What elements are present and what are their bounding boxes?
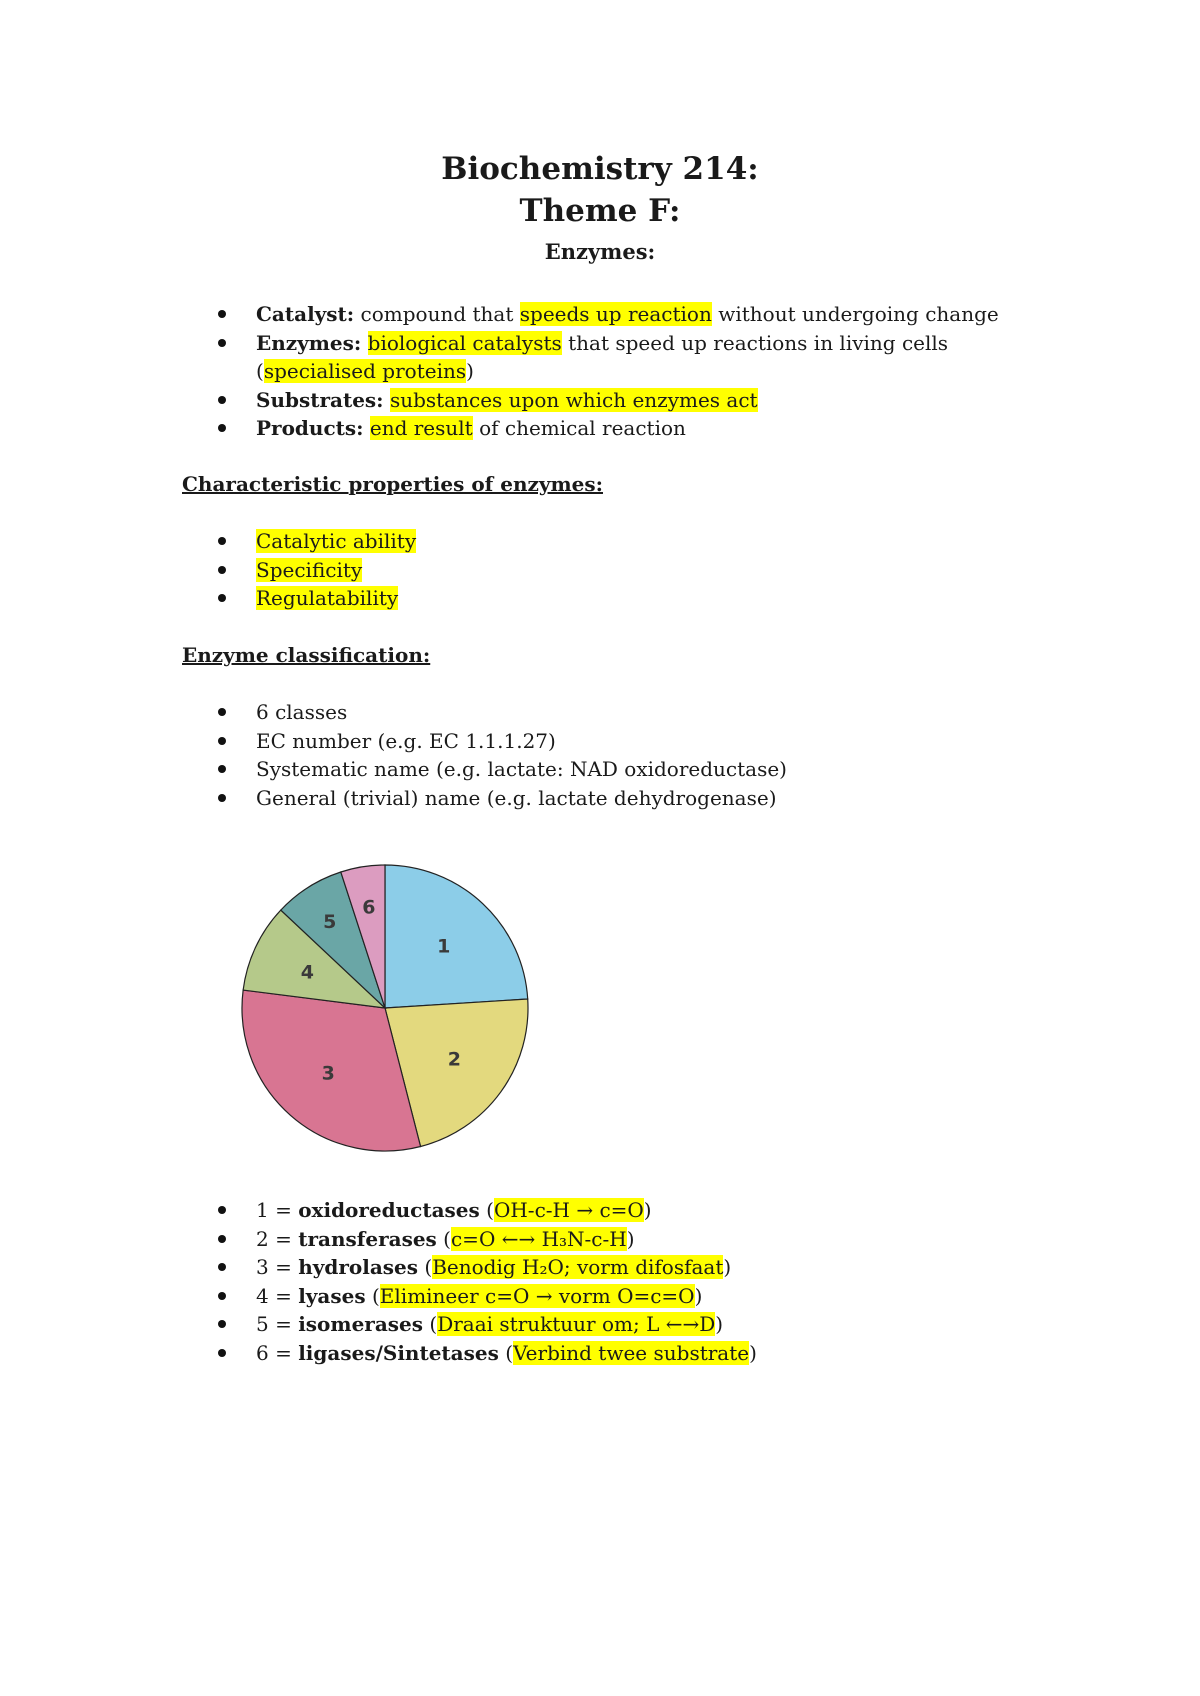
classification-heading: Enzyme classification: — [182, 643, 431, 667]
pie-label-3: 3 — [321, 1062, 335, 1085]
list-item: 2 = transferases (c=O ←→ H₃N-c-H) — [182, 1225, 1062, 1254]
pie-chart-svg — [230, 852, 540, 1152]
bullet-icon — [218, 424, 226, 432]
topic-title: Enzymes: — [544, 239, 656, 264]
bullet-icon — [218, 794, 226, 802]
bullet-icon — [218, 1235, 226, 1243]
list-item: General (trivial) name (e.g. lactate dehydrogenase) — [182, 784, 1062, 813]
list-item: Substrates: substances upon which enzymes act — [182, 386, 1062, 415]
enzyme-classes-list — [182, 1196, 1062, 1367]
list-item: 3 = hydrolases (Benodig H₂O; vorm difosfaat) — [182, 1253, 1062, 1282]
bullet-icon — [218, 1292, 226, 1300]
bullet-icon — [218, 396, 226, 404]
bullet-icon — [218, 339, 226, 347]
bullet-icon — [218, 1263, 226, 1271]
pie-label-4: 4 — [300, 961, 315, 984]
bullet-icon — [218, 1349, 226, 1357]
theme-title: Theme F: — [519, 193, 681, 229]
list-item: 6 = ligases/Sintetases (Verbind twee substrate) — [182, 1339, 1062, 1368]
definitions-list — [182, 300, 1062, 443]
list-item: Enzymes: biological catalysts that speed up reactions in living cells (specialised proteins) — [182, 329, 1062, 386]
bullet-icon — [218, 765, 226, 773]
classification-list — [182, 698, 1062, 812]
list-item: 6 classes — [182, 698, 1062, 727]
document-title: Biochemistry 214: — [441, 151, 759, 187]
pie-slice-1 — [385, 865, 528, 1008]
list-item: 5 = isomerases (Draai struktuur om; L ←→D) — [182, 1310, 1062, 1339]
list-item: EC number (e.g. EC 1.1.1.27) — [182, 727, 1062, 756]
list-item: Systematic name (e.g. lactate: NAD oxidoreductase) — [182, 755, 1062, 784]
properties-list — [182, 527, 1062, 613]
bullet-icon — [218, 594, 226, 602]
list-item: Catalytic ability — [182, 527, 1062, 556]
pie-label-5: 5 — [323, 911, 337, 934]
bullet-icon — [218, 310, 226, 318]
list-item: 1 = oxidoreductases (OH-c-H → c=O) — [182, 1196, 1062, 1225]
bullet-icon — [218, 537, 226, 545]
pie-label-1: 1 — [437, 935, 451, 958]
bullet-icon — [218, 566, 226, 574]
list-item: 4 = lyases (Elimineer c=O → vorm O=c=O) — [182, 1282, 1062, 1311]
list-item: Specificity — [182, 556, 1062, 585]
bullet-icon — [218, 708, 226, 716]
list-item: Catalyst: compound that speeds up reaction without undergoing change — [182, 300, 1062, 329]
bullet-icon — [218, 737, 226, 745]
pie-label-6: 6 — [362, 896, 376, 919]
pie-label-2: 2 — [447, 1048, 462, 1071]
list-item: Regulatability — [182, 584, 1062, 613]
properties-heading: Characteristic properties of enzymes: — [182, 472, 603, 496]
title-block — [0, 148, 1200, 270]
bullet-icon — [218, 1320, 226, 1328]
enzyme-class-pie-chart — [230, 852, 540, 1152]
list-item: Products: end result of chemical reaction — [182, 414, 1062, 443]
bullet-icon — [218, 1206, 226, 1214]
